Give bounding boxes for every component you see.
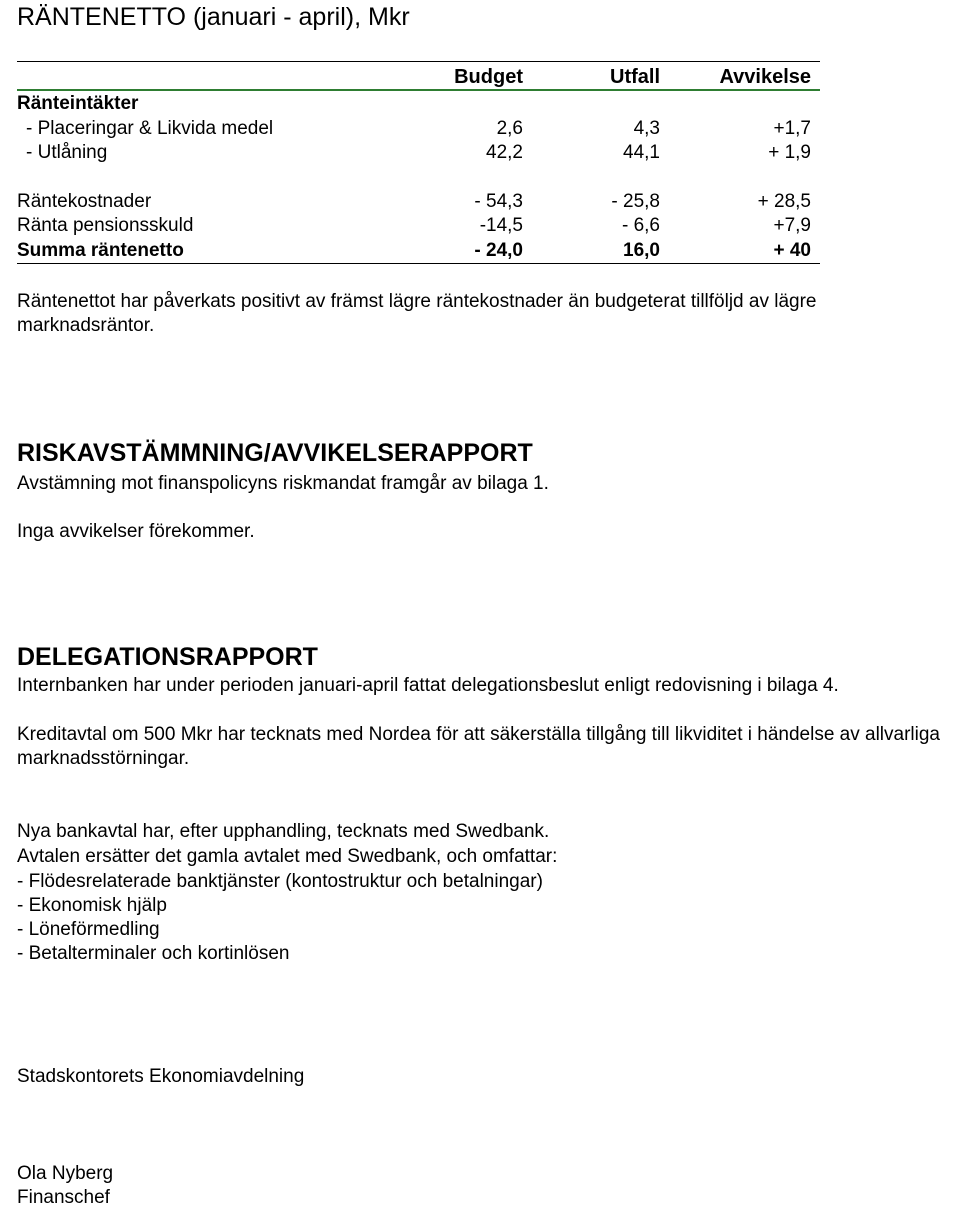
table-cell-budget: 42,2 <box>486 142 523 163</box>
table-cell-budget: 2,6 <box>496 118 523 139</box>
header-budget: Budget <box>454 66 523 88</box>
risk-line-1: Avstämning mot finanspolicyns riskmandat framgår av bilaga 1. <box>17 473 549 494</box>
table-cell-utfall: - 6,6 <box>621 215 660 236</box>
table-row-label: Ränta pensionsskuld <box>17 215 194 236</box>
total-cell-utfall: 16,0 <box>623 240 660 261</box>
table-cell-utfall: 4,3 <box>633 118 660 139</box>
list-item: - Löneförmedling <box>17 919 160 940</box>
table-top-rule <box>17 61 820 62</box>
delegation-heading: DELEGATIONSRAPPORT <box>17 643 318 671</box>
risk-heading: RISKAVSTÄMMNING/AVVIKELSERAPPORT <box>17 439 533 467</box>
header-rule <box>17 89 820 91</box>
table-cell-utfall: - 25,8 <box>611 191 660 212</box>
header-utfall: Utfall <box>610 66 660 88</box>
table-row-label: - Placeringar & Likvida medel <box>26 118 274 139</box>
table-cell-budget: - 54,3 <box>474 191 523 212</box>
delegation-paragraph-3-line-1: Nya bankavtal har, efter upphandling, tecknats med Swedbank. <box>17 821 550 842</box>
section-label-ranteintakter: Ränteintäkter <box>17 93 139 114</box>
header-avvikelse: Avvikelse <box>719 66 811 88</box>
signature-department: Stadskontorets Ekonomiavdelning <box>17 1066 305 1087</box>
page-title: RÄNTENETTO (januari - april), Mkr <box>17 3 410 31</box>
table-cell-avvikelse: +1,7 <box>773 118 811 139</box>
delegation-paragraph-3-line-2: Avtalen ersätter det gamla avtalet med Swedbank, och omfattar: <box>17 846 558 867</box>
total-row-label: Summa räntenetto <box>17 240 184 261</box>
total-cell-avvikelse: + 40 <box>773 240 811 261</box>
list-item: - Ekonomisk hjälp <box>17 895 167 916</box>
signature-name: Ola Nyberg <box>17 1163 114 1184</box>
interest-comment: Räntenettot har påverkats positivt av främst lägre räntekostnader än budgeterat tillföljd av lägre marknadsräntor. <box>17 291 817 336</box>
list-item: - Betalterminaler och kortinlösen <box>17 943 290 964</box>
table-row-label: - Utlåning <box>26 142 108 163</box>
delegation-paragraph-1: Internbanken har under perioden januari-april fattat delegationsbeslut enligt redovisning i bilaga 4. <box>17 675 839 696</box>
table-cell-avvikelse: + 28,5 <box>757 191 811 212</box>
table-cell-budget: -14,5 <box>479 215 523 236</box>
table-cell-utfall: 44,1 <box>623 142 660 163</box>
list-item: - Flödesrelaterade banktjänster (kontostruktur och betalningar) <box>17 871 543 892</box>
signature-role: Finanschef <box>17 1187 110 1208</box>
table-row-label: Räntekostnader <box>17 191 152 212</box>
risk-line-2: Inga avvikelser förekommer. <box>17 521 255 542</box>
delegation-paragraph-2: Kreditavtal om 500 Mkr har tecknats med Nordea för att säkerställa tillgång till likviditet i händelse av allvarliga marknadsstörningar. <box>17 724 940 769</box>
table-cell-avvikelse: +7,9 <box>773 215 811 236</box>
total-cell-budget: - 24,0 <box>474 240 523 261</box>
table-cell-avvikelse: + 1,9 <box>768 142 811 163</box>
table-bottom-rule <box>17 263 820 264</box>
